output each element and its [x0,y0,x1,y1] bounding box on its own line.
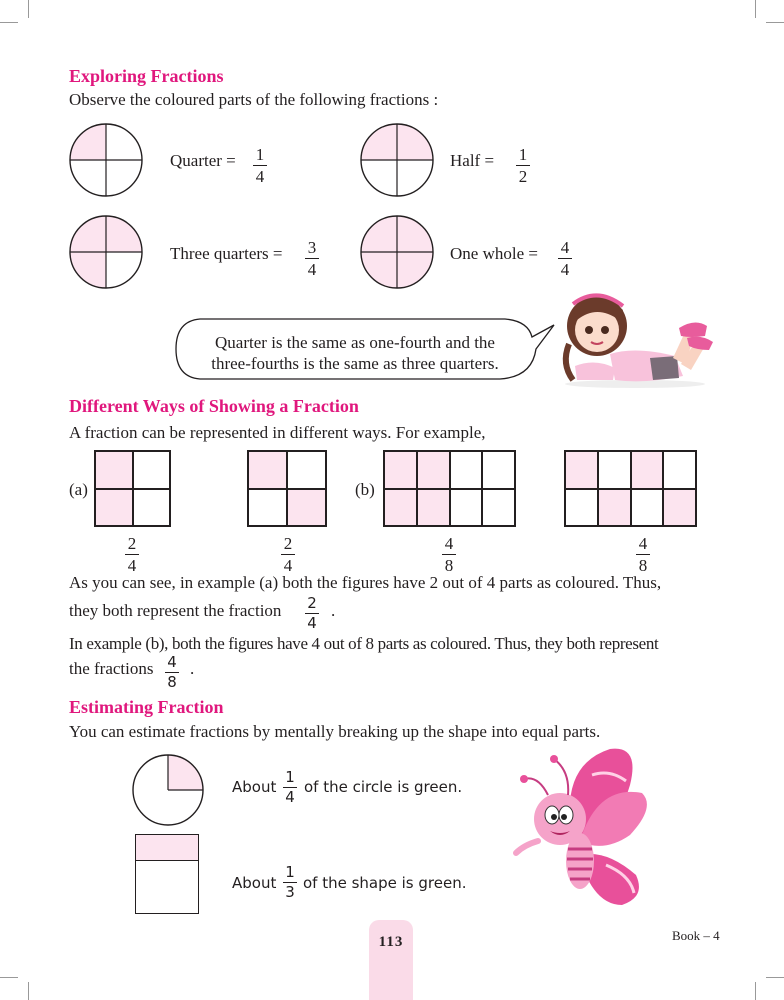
paragraph-example-a-line1: As you can see, in example (a) both the figures have 2 out of 4 parts as coloured. Thus, [69,573,662,592]
denominator: 4 [283,556,293,575]
grid-cell [565,489,598,527]
crop-mark [766,22,784,23]
section-heading-different-ways: Different Ways of Showing a Fraction [69,396,359,416]
denominator: 8 [444,556,454,575]
grid-cell [663,489,696,527]
three-quarters-circle [68,214,144,290]
numerator: 2 [283,534,293,553]
page-number: 113 [378,934,404,950]
denominator: 3 [285,883,295,901]
grid-cell [248,451,287,489]
numerator: 3 [307,238,317,257]
fraction-whole [558,239,572,278]
crop-mark [28,0,29,18]
denominator: 4 [127,556,137,575]
numerator: 1 [518,145,528,164]
label-example-b: (b) [355,480,375,499]
paragraph-b-period: . [190,659,195,678]
page-number-tab [369,920,413,1000]
grid-figure-b2 [564,450,697,527]
denominator: 4 [285,788,295,806]
half-circle [359,122,435,198]
grid-cell [384,489,417,527]
paragraph-example-b-line1: In example (b), both the figures have 4 out of 8 parts as coloured. Thus, they both represent [69,634,659,653]
circle-estimate-text: of the circle is green. [304,778,463,796]
fraction-label-three-quarters: Three quarters = [170,244,283,263]
exploring-intro: Observe the coloured parts of the following fractions : [69,90,439,109]
figure-b2-fraction [636,535,650,574]
grid-cell [565,451,598,489]
rectangle-shaded-part [136,835,198,861]
grid-cell [482,489,515,527]
bubble-line-1: Quarter is the same as one-fourth and the [215,333,495,352]
numerator: 4 [560,238,570,257]
butterfly-illustration [510,745,660,915]
girl-illustration [555,284,715,390]
estimate-rectangle [135,834,199,914]
fraction-quarter [253,146,267,185]
numerator: 1 [285,768,295,786]
grid-figure-a1 [94,450,171,527]
quarter-circle [68,122,144,198]
grid-cell [133,489,171,527]
numerator: 4 [638,534,648,553]
denominator: 8 [167,673,177,691]
figure-a2-fraction [281,535,295,574]
circle-estimate-fraction [283,770,297,805]
grid-cell [598,489,631,527]
book-label: Book – 4 [672,928,720,943]
section-heading-estimating: Estimating Fraction [69,697,224,717]
rect-about-label: About [232,874,277,892]
denominator: 4 [307,614,317,632]
numerator: 2 [127,534,137,553]
grid-cell [598,451,631,489]
grid-cell [482,451,515,489]
grid-cell [95,489,133,527]
grid-cell [450,489,483,527]
rect-estimate-text: of the shape is green. [303,874,467,892]
crop-mark [28,982,29,1000]
circle-about-label: About [232,778,277,796]
numerator: 1 [285,863,295,881]
denominator: 8 [638,556,648,575]
crop-mark [755,0,756,18]
figure-a1-fraction [125,535,139,574]
numerator: 4 [444,534,454,553]
grid-cell [417,489,450,527]
numerator: 1 [255,145,265,164]
denominator: 4 [560,260,570,279]
speech-bubble-text [185,332,525,374]
rect-estimate-fraction [283,865,297,900]
grid-cell [417,451,450,489]
grid-cell [287,489,326,527]
bubble-line-2: three-fourths is the same as three quarters. [211,354,499,373]
crop-mark [0,22,18,23]
estimate-circle [131,753,205,827]
estimating-intro: You can estimate fractions by mentally breaking up the shape into equal parts. [69,722,601,741]
paragraph-a-period: . [331,601,336,620]
section-heading-exploring: Exploring Fractions [69,66,224,86]
numerator: 2 [307,594,317,612]
numerator: 4 [167,653,177,671]
grid-cell [248,489,287,527]
crop-mark [755,982,756,1000]
paragraph-example-a-line2: they both represent the fraction [69,601,282,620]
grid-cell [384,451,417,489]
paragraph-example-b-line2: the fractions [69,659,154,678]
figure-b1-fraction [442,535,456,574]
whole-circle [359,214,435,290]
grid-figure-a2 [247,450,327,527]
fraction-label-half: Half = [450,151,495,170]
grid-cell [133,451,171,489]
grid-cell [631,489,664,527]
grid-cell [95,451,133,489]
grid-figure-b1 [383,450,516,527]
paragraph-a-fraction [305,596,319,631]
crop-mark [0,977,18,978]
denominator: 4 [307,260,317,279]
fraction-label-whole: One whole = [450,244,538,263]
denominator: 2 [518,167,528,186]
label-example-a: (a) [69,480,88,499]
grid-cell [287,451,326,489]
denominator: 4 [255,167,265,186]
grid-cell [631,451,664,489]
grid-cell [450,451,483,489]
fraction-label-quarter: Quarter = [170,151,236,170]
fraction-half [516,146,530,185]
different-intro: A fraction can be represented in different ways. For example, [69,423,486,442]
paragraph-b-fraction [165,655,179,690]
crop-mark [766,977,784,978]
grid-cell [663,451,696,489]
fraction-three-quarters [305,239,319,278]
